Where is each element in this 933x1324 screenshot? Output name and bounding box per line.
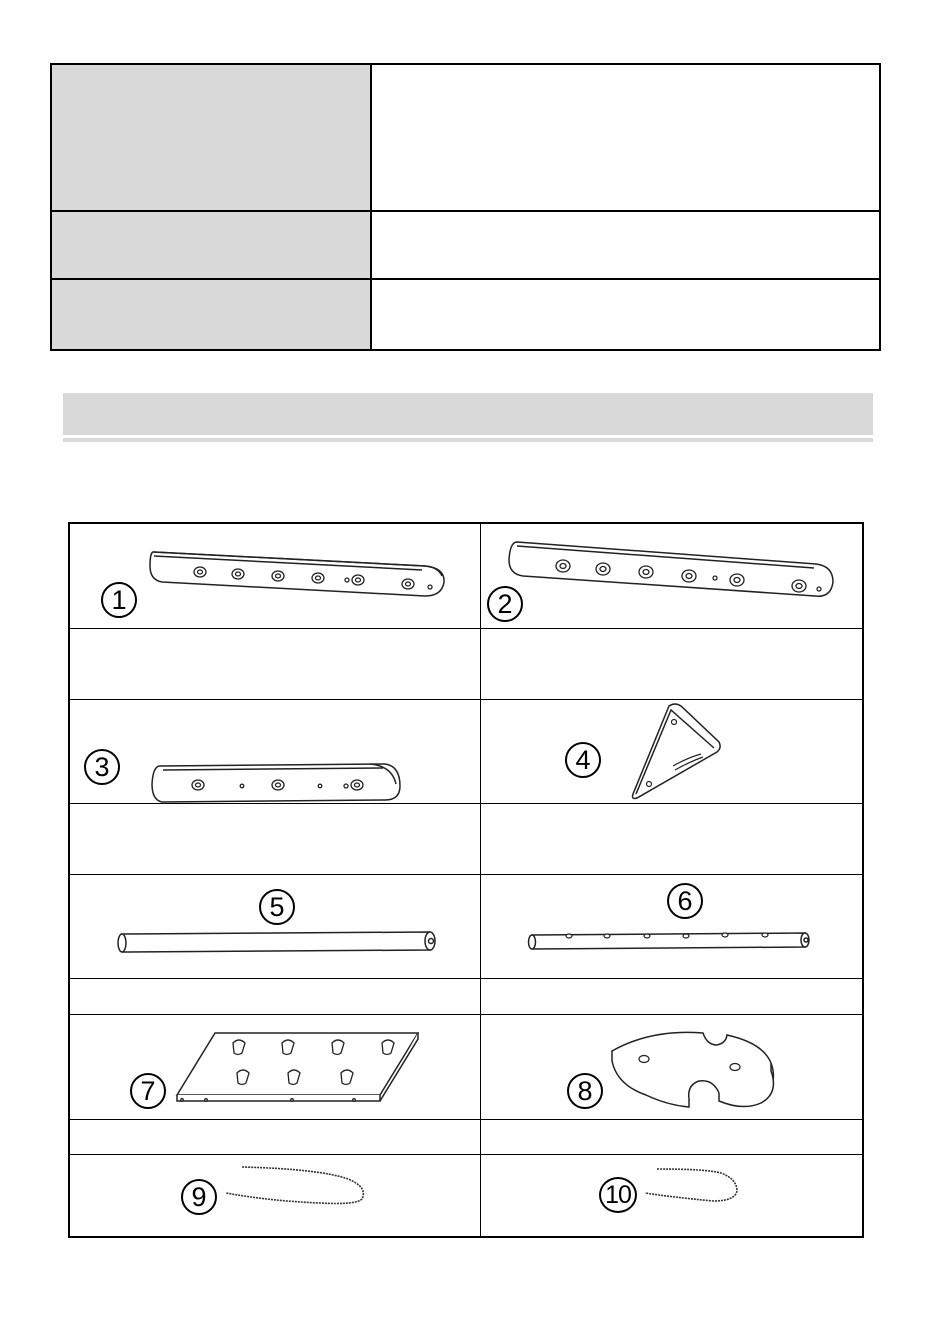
spec-key [51,211,371,279]
part-name-8 [481,1120,864,1154]
part-number-badge: 7 [130,1073,166,1109]
short-slat-with-three-holes-icon [70,700,480,803]
part-cell-6 [481,875,864,978]
spec-row [51,279,880,350]
spec-value [371,211,880,279]
part-name-3 [70,804,480,874]
part-number-badge: 10 [599,1177,637,1213]
triangular-bracket-icon [481,700,864,803]
spec-table [50,63,881,351]
spec-value [371,279,880,350]
part-name-4 [481,804,864,874]
part-cell-10 [481,1155,864,1238]
part-name-6 [481,979,864,1014]
long-slat-with-six-holes-icon [481,524,864,628]
part-number-badge: 4 [565,742,601,778]
part-number-badge: 6 [667,883,703,919]
spec-row [51,211,880,279]
part-cell-2 [481,524,864,628]
part-number-badge: 3 [84,749,120,785]
peg-board-icon [70,1015,480,1119]
cord-icon [70,1155,480,1238]
part-number-badge: 5 [259,889,295,925]
part-cell-8 [481,1015,864,1119]
section-divider [63,438,873,442]
part-number-badge: 9 [181,1179,217,1215]
part-cell-1 [70,524,480,628]
part-number-badge: 1 [101,582,137,618]
part-name-7 [70,1120,480,1154]
spec-row [51,64,880,211]
section-header-bar [63,393,873,435]
spec-value [371,64,880,211]
part-cell-7 [70,1015,480,1119]
part-cell-5 [70,875,480,978]
part-cell-9 [70,1155,480,1238]
part-cell-4 [481,700,864,803]
part-number-badge: 2 [487,586,523,622]
spec-key [51,64,371,211]
part-cell-3 [70,700,480,803]
part-number-badge: 8 [567,1073,603,1109]
part-name-5 [70,979,480,1014]
parts-grid [68,522,864,1238]
part-name-2 [481,629,864,699]
spec-key [51,279,371,350]
part-name-1 [70,629,480,699]
curved-block-icon [481,1015,864,1119]
cord-icon [481,1155,864,1238]
